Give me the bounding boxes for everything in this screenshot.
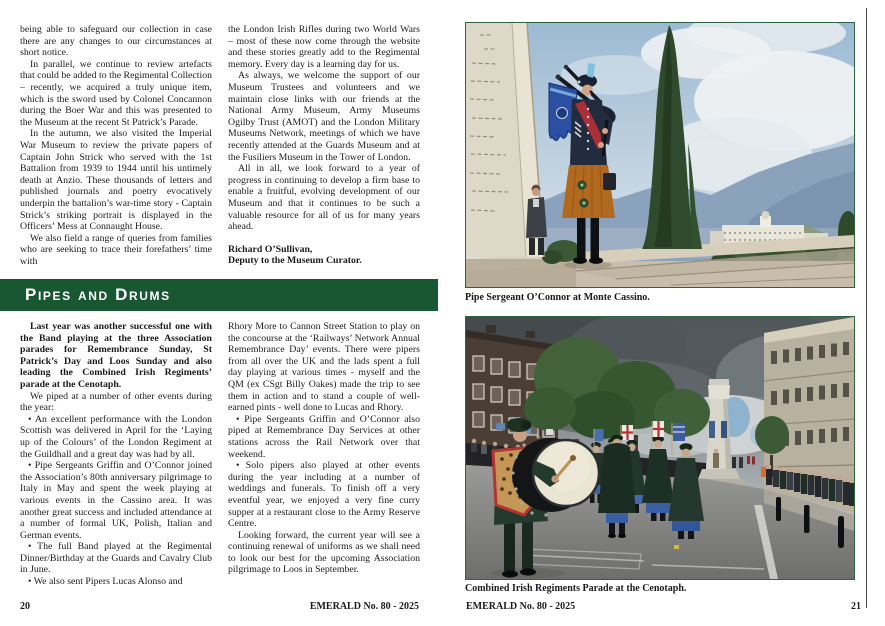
monte-cassino-illustration (466, 23, 854, 287)
paragraph: Looking forward, the current year will see a continuing renewal of uniforms as we shall need to look our best for the upcoming Association pilgrimage to Loos in September. (228, 529, 420, 576)
paragraph: the London Irish Rifles during two World Wars – most of these now come through the website and these stories greatly add to the Regimental memory. Every day is a learning day for us. (228, 24, 420, 70)
signature-name: Richard O’Sullivan, (228, 243, 313, 255)
pipes-column-1 (20, 321, 212, 597)
hand (598, 142, 604, 148)
bullet-item: • An excellent performance with the London Scottish was delivered in April for the ‘Laying up of the Colours’ of the London Regiment at the Guildhall and a great day was had by all. (20, 413, 212, 460)
cenotaph-parade-illustration (466, 317, 854, 579)
cap-badge (578, 81, 581, 84)
paragraph: In the autumn, we also visited the Imperial War Museum to review the private papers of Captain John Strick who served with the 1st Battalion from 1939 to 1944 until his untimely death at Anzio. These thousands of letters and published journals and poetry evocatively underpin the battalion’s war-time story - Captain Strick’s striking portrait is displayed in the Officers’ Mess at Connaught House. (20, 128, 212, 233)
page-number-21: 21 (851, 601, 861, 612)
hand (602, 128, 608, 134)
pipes-column-2 (228, 321, 420, 597)
shoe (589, 257, 603, 264)
paragraph: being able to safeguard our collection in case there are any changes to our circumstances at short notice. (20, 24, 212, 59)
section-title: Pipes and Drums (25, 285, 171, 304)
paragraph: Rhory More to Cannon Street Station to play on the concourse at the ‘Railways’ Network Annual Remembrance Day’ events. There were pipers from all over the UK and the lads spent a full day playing at various times - myself and the QM (ex CSgt Billy Oakes) made the trip to see them in action and to stand a couple of well-earned pints - well done to Lucas and Rhory. (228, 321, 420, 414)
shoe (573, 257, 587, 264)
footer-left-page (20, 601, 419, 612)
page-number-20: 20 (20, 601, 30, 612)
bullet-item: • The full Band played at the Regimental Dinner/Birthday at the Guards and Cavalry Club in June. (20, 541, 212, 576)
museum-column-2 (228, 24, 420, 276)
bullet-item: • Solo pipers also played at other events during the year including at a number of weddings and funerals. To finish off a very eventful year, we enjoyed a very fine curry supper at a restaurant close to the Army Reserve Centre. (228, 460, 420, 530)
piper-shadow (564, 261, 612, 269)
journal-footer-left: EMERALD No. 80 - 2025 (309, 601, 419, 612)
caption-cenotaph-parade: Combined Irish Regiments Parade at the Cenotaph. (465, 583, 687, 594)
journal-footer-right: EMERALD No. 80 - 2025 (466, 601, 576, 612)
photo-cenotaph-parade (465, 316, 855, 580)
rosette-dot (583, 202, 586, 205)
page-edge-line (866, 8, 867, 608)
section-header-pipes-and-drums (0, 279, 438, 311)
saffron-kilt (562, 165, 615, 218)
paragraph: In parallel, we continue to review artefacts that could be added to the Regimental Collection – recently, we acquired a truly unique item, which is the sword used by Colonel Concannon during the Boer War and this was presented to the Museum at the recent St Patrick’s Parade. (20, 58, 212, 128)
hose-leg (577, 218, 586, 258)
museum-column-1 (20, 24, 212, 276)
bullet-item: • We also sent Pipers Lucas Alonso and (28, 576, 183, 588)
paragraph: We also field a range of queries from families who are seeking to trace their forefathers’ time with (20, 232, 212, 267)
bullet-item: • Pipe Sergeants Griffin and O’Connor also piped at Remembrance Day Services at other stations across the Rail Network over that weekend. (228, 413, 420, 460)
paragraph: All in all, we look forward to a year of progress in continuing to develop a firm base to enable a fruitful, evolving development of our Museum and that it continues to be such a valuable resource for all of us for many years ahead. (228, 163, 420, 233)
drumstick-beater (570, 455, 576, 461)
rosette-dot (581, 184, 584, 187)
waist-pouch (603, 173, 616, 190)
bullet-item: • Pipe Sergeants Griffin and O’Connor joined the Association’s 80th anniversary pilgrimage to Italy in May and spent the week playing at various events in the Cassino area. It was another great success and included attendance at a number of formal UK, Polish, Italian and German events. (20, 460, 212, 541)
signature-role: Deputy to the Museum Curator. (228, 255, 362, 267)
photo-monte-cassino (465, 22, 855, 288)
paragraph: We piped at a number of other events during the year: (20, 390, 212, 414)
caption-monte-cassino: Pipe Sergeant O’Connor at Monte Cassino. (465, 292, 650, 303)
lead-paragraph: Last year was another successful one with the Band playing at the three Association parades for Remembrance Sunday, St Patrick’s Day and Loos Sunday and also leading the Combined Irish Regiments’ parade at the Cenotaph. (20, 321, 212, 390)
paragraph: As always, we welcome the support of our Museum Trustees and volunteers and we maintain close links with our friends at the National Army Museum, Army Museums Ogilby Trust (AMOT) and the London Military Museums Network, meetings of which we have recently attended at the Guards Museum and at the Fusiliers Museum in the Tower of London. (228, 70, 420, 163)
museum-article-columns (20, 24, 420, 276)
pipes-article-columns (20, 321, 420, 597)
footer-right-page (466, 601, 861, 612)
hose-leg (591, 218, 600, 258)
